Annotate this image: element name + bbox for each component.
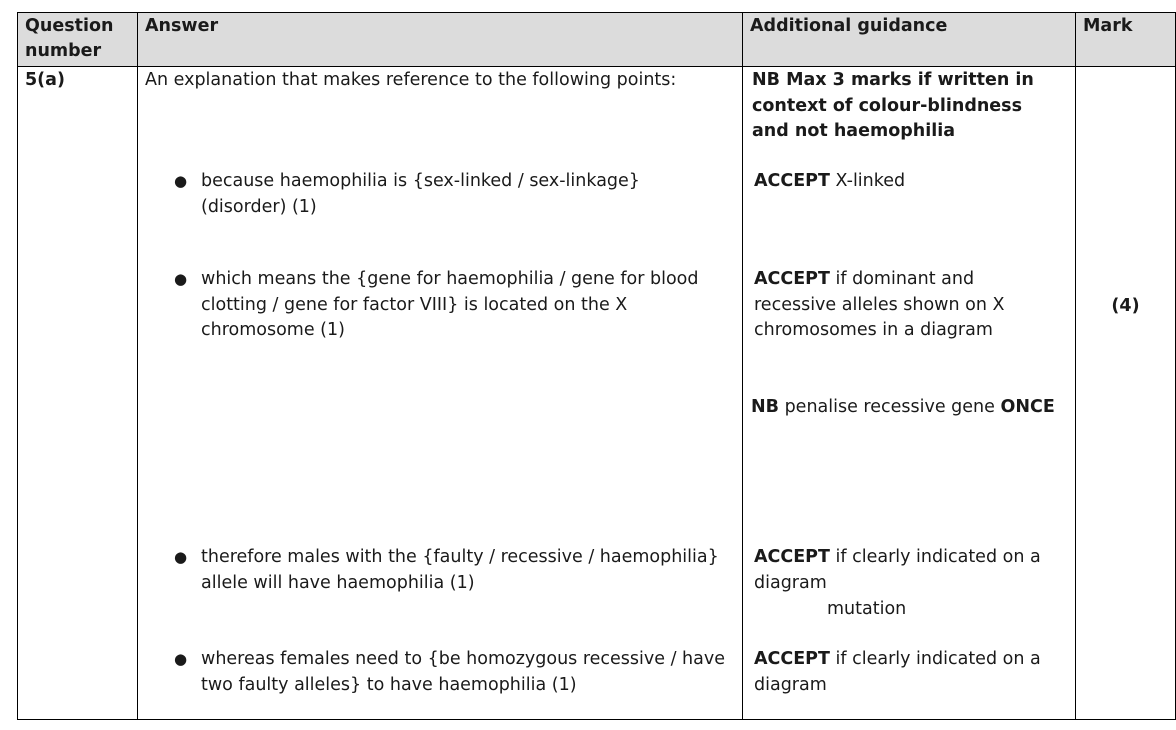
header-row bbox=[18, 13, 1176, 67]
answer-point-1: because haemophilia is {sex-linked / sex-linkage} (disorder) (1) bbox=[201, 171, 640, 217]
answer-point-2: which means the {gene for haemophilia / gene for blood clotting / gene for factor VIII} is located on the X chromosome (1) bbox=[201, 269, 699, 340]
header-question-number: Question number bbox=[18, 13, 138, 67]
guidance-cell bbox=[743, 67, 1076, 720]
guidance-nb-penalise: NB penalise recessive gene ONCE bbox=[751, 397, 1055, 417]
mark-cell bbox=[1076, 67, 1176, 720]
guidance-mutation: mutation bbox=[827, 599, 907, 619]
bullet-icon: ● bbox=[174, 172, 188, 190]
answer-point-3: therefore males with the {faulty / recessive / haemophilia} allele will have haemophilia (1) bbox=[201, 547, 719, 593]
question-row bbox=[18, 67, 1176, 720]
bullet-icon: ● bbox=[174, 650, 188, 668]
bullet-icon: ● bbox=[174, 270, 188, 288]
guidance-accept-1: ACCEPT X-linked bbox=[754, 171, 906, 191]
guidance-accept-3: ACCEPT if clearly indicated on a diagram bbox=[754, 547, 1041, 593]
header-mark: Mark bbox=[1076, 13, 1176, 67]
mark-value: (4) bbox=[1111, 296, 1140, 316]
mark-scheme-table bbox=[17, 12, 1176, 720]
answer-point-4: whereas females need to {be homozygous recessive / have two faulty alleles} to have haemophilia (1) bbox=[201, 649, 725, 695]
guidance-accept-2: ACCEPT if dominant and recessive alleles shown on X chromosomes in a diagram bbox=[754, 269, 1005, 340]
guidance-accept-4: ACCEPT if clearly indicated on a diagram bbox=[754, 649, 1041, 695]
answer-cell bbox=[138, 67, 743, 720]
header-answer: Answer bbox=[138, 13, 743, 67]
header-additional-guidance: Additional guidance bbox=[743, 13, 1076, 67]
answer-intro: An explanation that makes reference to the following points: bbox=[145, 70, 677, 90]
question-number: 5(a) bbox=[25, 70, 65, 90]
question-number-cell bbox=[18, 67, 138, 720]
guidance-nb-max: NB Max 3 marks if written in context of colour-blindness and not haemophilia bbox=[752, 70, 1034, 141]
bullet-icon: ● bbox=[174, 548, 188, 566]
